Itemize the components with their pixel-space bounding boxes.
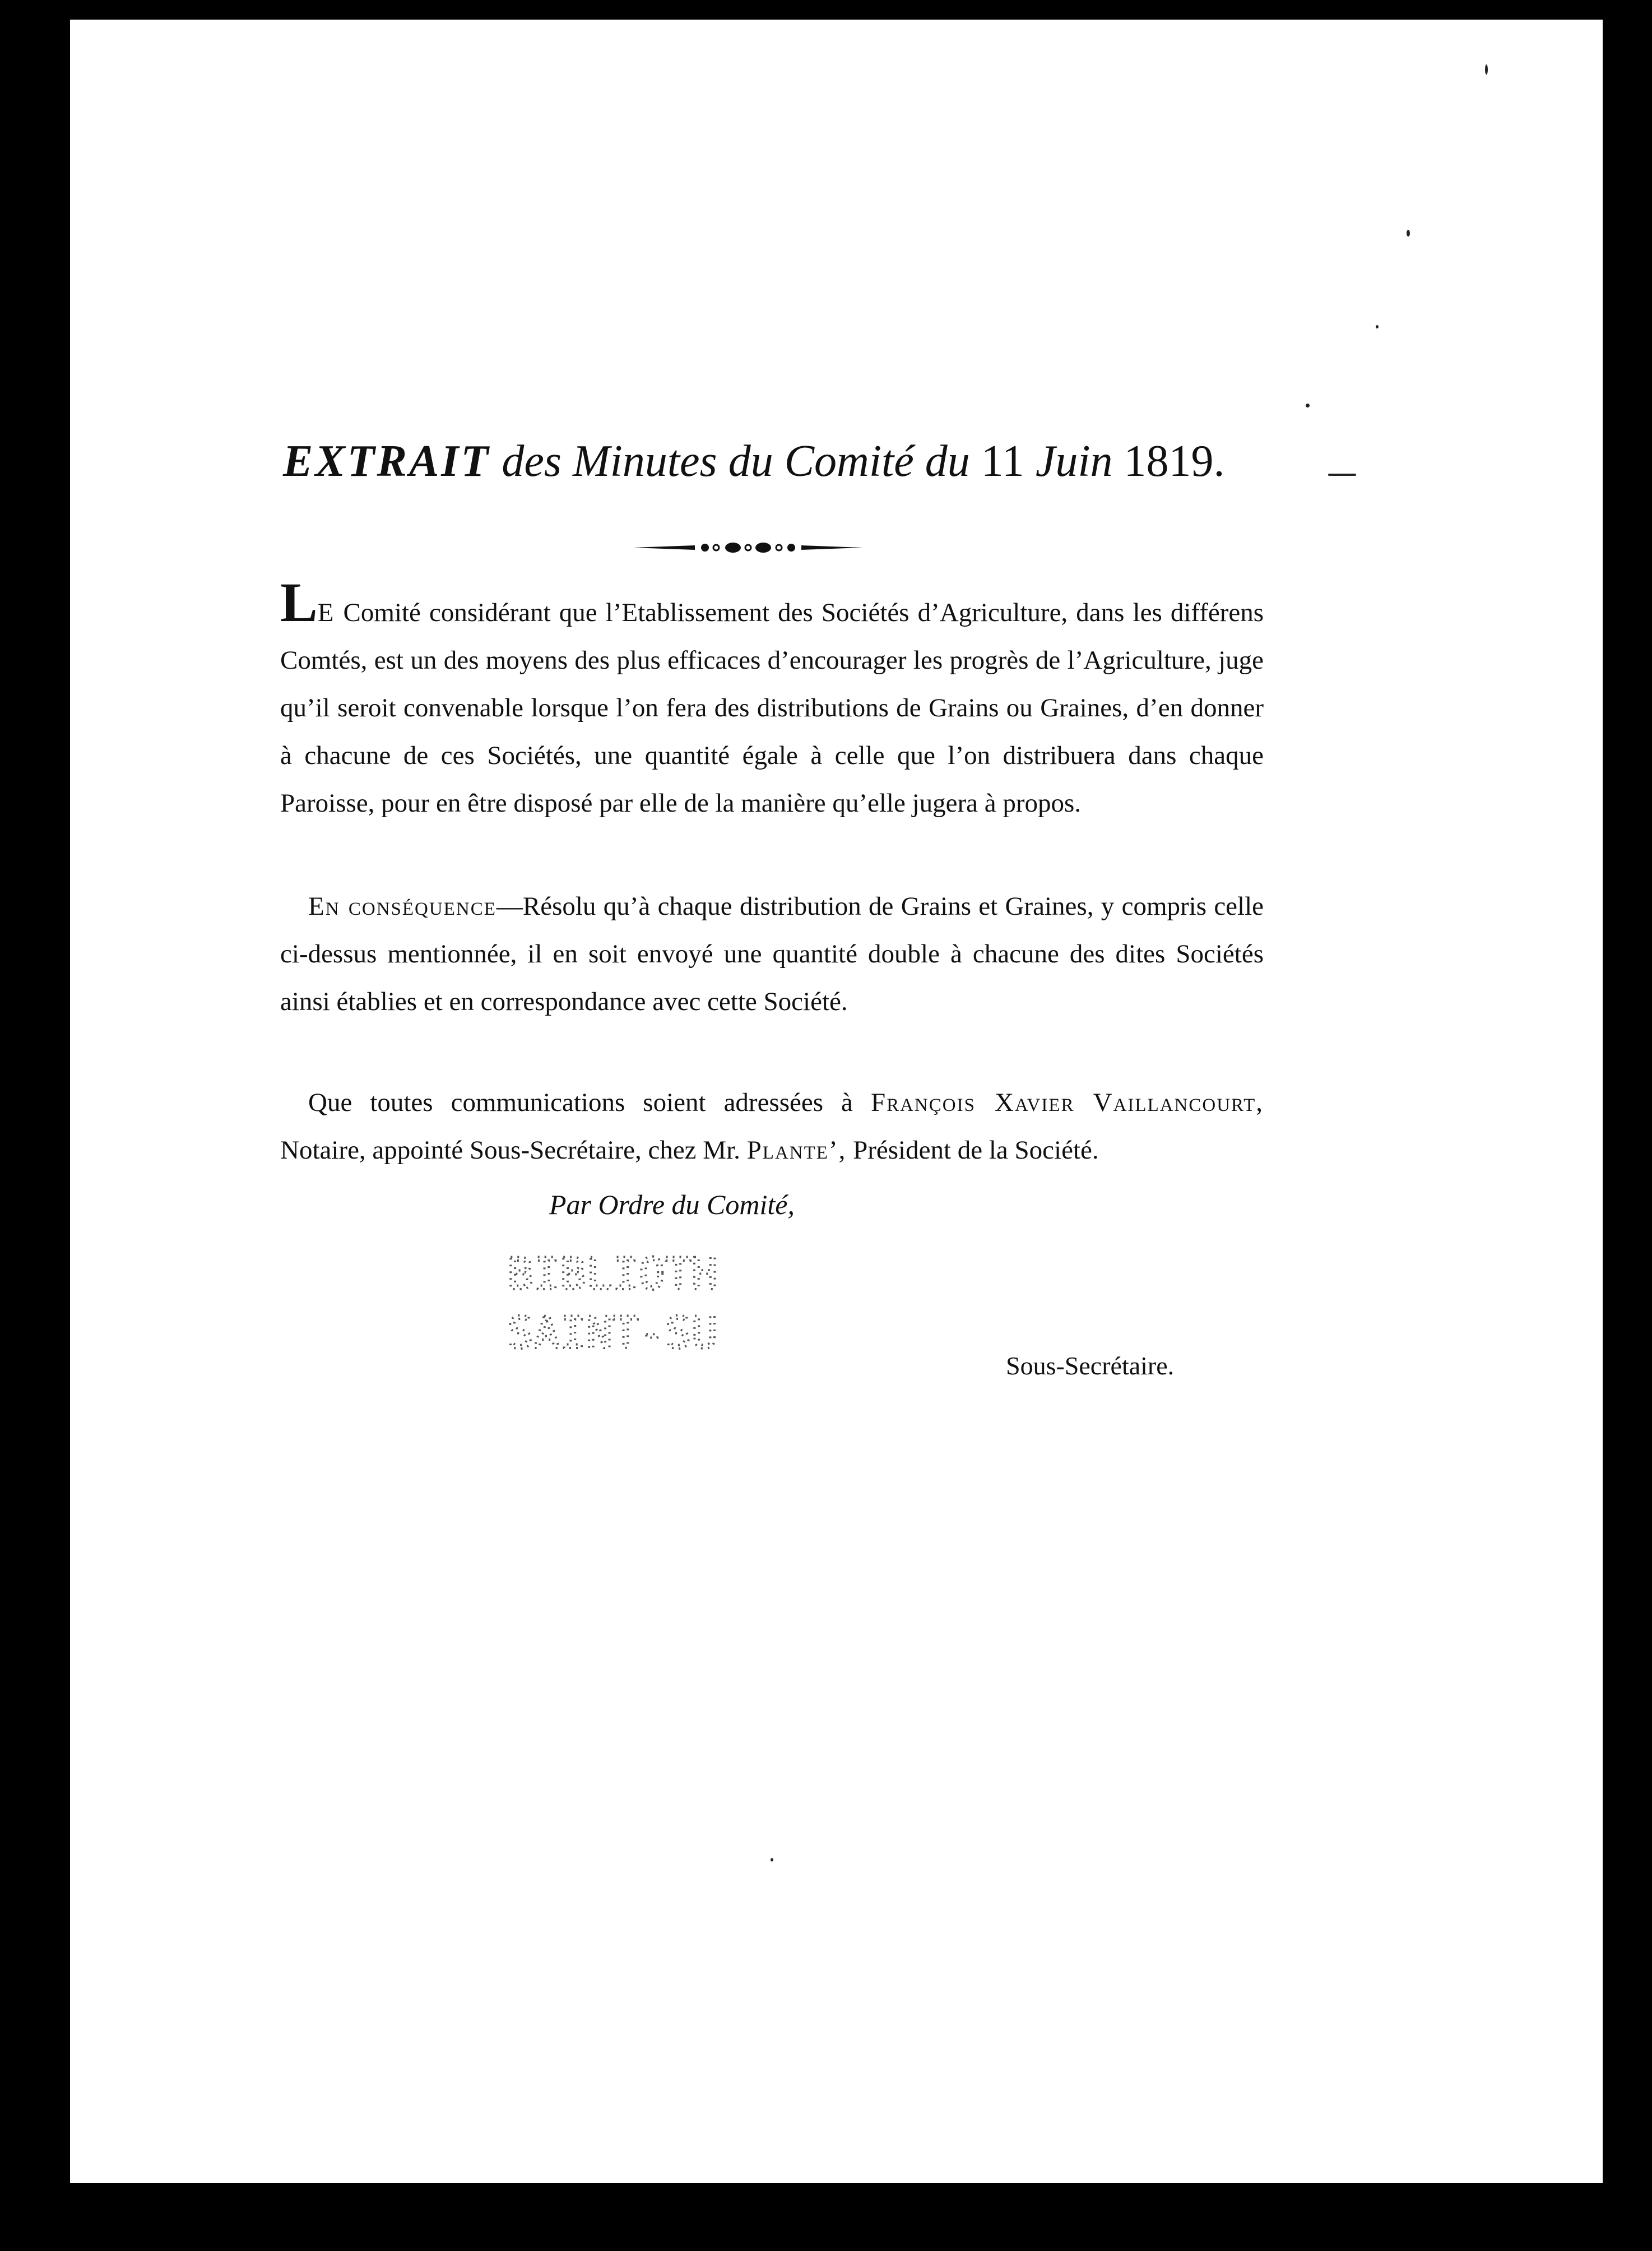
stamp-line-2: SAINT-SU [507,1308,718,1359]
drop-cap: L [280,571,318,633]
by-order-line: Par Ordre du Comité, [549,1189,795,1220]
speck [1306,404,1310,407]
drop-cap-lead: E [317,598,335,627]
stamp-line-1: BIBLIOTH [507,1249,718,1300]
communications-text-3: Président de la Société. [853,1136,1099,1165]
communications-text-2: Notaire, appointé Sous-Secrétaire, chez Mr. [280,1136,740,1165]
title-year: 1819. [1124,437,1225,486]
paragraph-communications [280,1079,1264,1174]
paragraph-resolution-body: —Résolu qu’à chaque distribution de Grains et Graines, y compris celle ci-dessus mentionnée, il en soit envoyé une quantité double à chacune des dites Sociétés ainsi établies et en correspondance avec cette Société. [280,892,1264,1016]
speck [771,1858,773,1861]
communications-text-1: Que toutes communications soient adressées à [308,1088,853,1117]
ornamental-divider [633,539,863,556]
title-phrase: des Minutes du Comité du [502,437,970,486]
president-name: Plante’, [746,1136,847,1165]
title-month: Juin [1035,437,1113,486]
paragraph-consideration [280,571,1264,827]
paragraph-resolution [280,883,1264,1026]
title-day: 11 [981,437,1024,486]
secretary-name: François Xavier Vaillancourt, [870,1088,1264,1117]
speck [1376,325,1379,328]
resolution-lead: En conséquence [308,892,496,921]
title-extrait: EXTRAIT [283,437,491,486]
paragraph-consideration-body: Comité considérant que l’Etablissement des Sociétés d’Agriculture, dans les différens Comtés, est un des moyens des plus efficaces d’encourager les progrès de l’Agriculture, juge qu’il seroit convenable lorsque l’on fera des distributions de Grains ou Graines, d’en donner à chacune de ces Sociétés, une quantité égale à celle que l’on distribuera dans chaque Paroisse, pour en être disposé par elle de la manière qu’elle jugera à propos. [280,598,1264,818]
library-perforation-stamp [502,1242,748,1365]
document-title [283,436,1348,487]
speck [1485,64,1488,75]
signature-title: Sous-Secrétaire. [1006,1351,1175,1380]
speck [1407,230,1410,237]
